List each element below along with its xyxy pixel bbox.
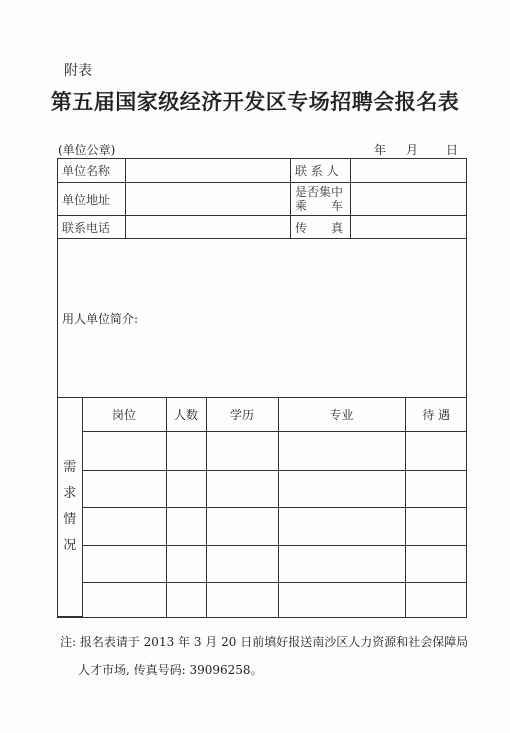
needs-cell-count[interactable] [166,583,206,617]
needs-cell-count[interactable] [166,470,206,507]
needs-cell-major[interactable] [278,583,405,617]
side-label-char: 情 [63,512,77,527]
date-month: 月 [406,143,419,157]
needs-cell-salary[interactable] [405,432,467,470]
side-label-char: 需 [63,460,77,475]
needs-table [58,398,467,617]
needs-cell-education[interactable] [206,432,278,470]
registration-table [57,158,467,618]
needs-cell-education[interactable] [206,583,278,617]
col-major-header: 专业 [278,398,405,432]
needs-cell-major[interactable] [278,545,405,582]
needs-row [58,508,467,545]
needs-cell-major[interactable] [278,432,405,470]
date-line [374,141,458,158]
needs-row [58,470,467,507]
contact-person-field[interactable] [351,159,467,183]
phone-label: 联系电话 [58,216,126,239]
footnote-line1: 注: 报名表请于 2013 年 3 月 20 日前填好报送南沙区人力资源和社会保障局 [60,635,469,649]
needs-cell-count[interactable] [166,508,206,545]
col-position-header: 岗位 [82,398,166,432]
needs-row [58,583,467,617]
needs-cell-major[interactable] [278,508,405,545]
col-count-header: 人数 [166,398,206,432]
needs-header-row [58,398,467,432]
needs-cell-major[interactable] [278,470,405,507]
form-title: 第五届国家级经济开发区专场招聘会报名表 [50,89,460,114]
needs-side-label [58,398,82,617]
needs-cell-position[interactable] [82,432,166,470]
shuttle-label-line2: 乘 车 [295,199,344,213]
contact-person-label: 联 系 人 [291,159,351,183]
row-needs [58,398,467,618]
needs-section [58,398,467,618]
needs-row [58,545,467,582]
intro-label: 用人单位简介: [62,311,139,326]
shuttle-label-line1: 是否集中 [295,185,344,199]
col-salary-header: 待 遇 [405,398,467,432]
phone-field[interactable] [126,216,291,239]
seal-label: (单位公章) [58,143,116,157]
row-intro [58,239,467,398]
needs-cell-education[interactable] [206,545,278,582]
row-phone [58,216,467,239]
unit-name-label: 单位名称 [58,159,126,183]
needs-cell-salary[interactable] [405,545,467,582]
date-year: 年 [374,143,387,157]
fax-field[interactable] [351,216,467,239]
needs-cell-position[interactable] [82,470,166,507]
needs-cell-count[interactable] [166,545,206,582]
needs-cell-position[interactable] [82,583,166,617]
footnote [60,628,480,684]
date-day: 日 [446,143,459,157]
col-education-header: 学历 [206,398,278,432]
unit-name-field[interactable] [126,159,291,183]
unit-address-label: 单位地址 [58,183,126,216]
row-unit-address [58,183,467,216]
needs-cell-salary[interactable] [405,583,467,617]
fax-label: 传 真 [291,216,351,239]
needs-cell-salary[interactable] [405,470,467,507]
shuttle-label [291,183,351,216]
unit-address-field[interactable] [126,183,291,216]
needs-cell-education[interactable] [206,470,278,507]
needs-cell-position[interactable] [82,508,166,545]
needs-cell-education[interactable] [206,508,278,545]
needs-row [58,432,467,470]
side-label-char: 况 [63,538,77,553]
needs-cell-salary[interactable] [405,508,467,545]
needs-cell-count[interactable] [166,432,206,470]
intro-field[interactable] [58,239,467,398]
row-unit-name [58,159,467,183]
footnote-line2: 人才市场, 传真号码: 39096258。 [78,663,263,677]
side-label-char: 求 [63,486,77,501]
appendix-label: 附表 [64,63,92,79]
shuttle-field[interactable] [351,183,467,216]
needs-cell-position[interactable] [82,545,166,582]
